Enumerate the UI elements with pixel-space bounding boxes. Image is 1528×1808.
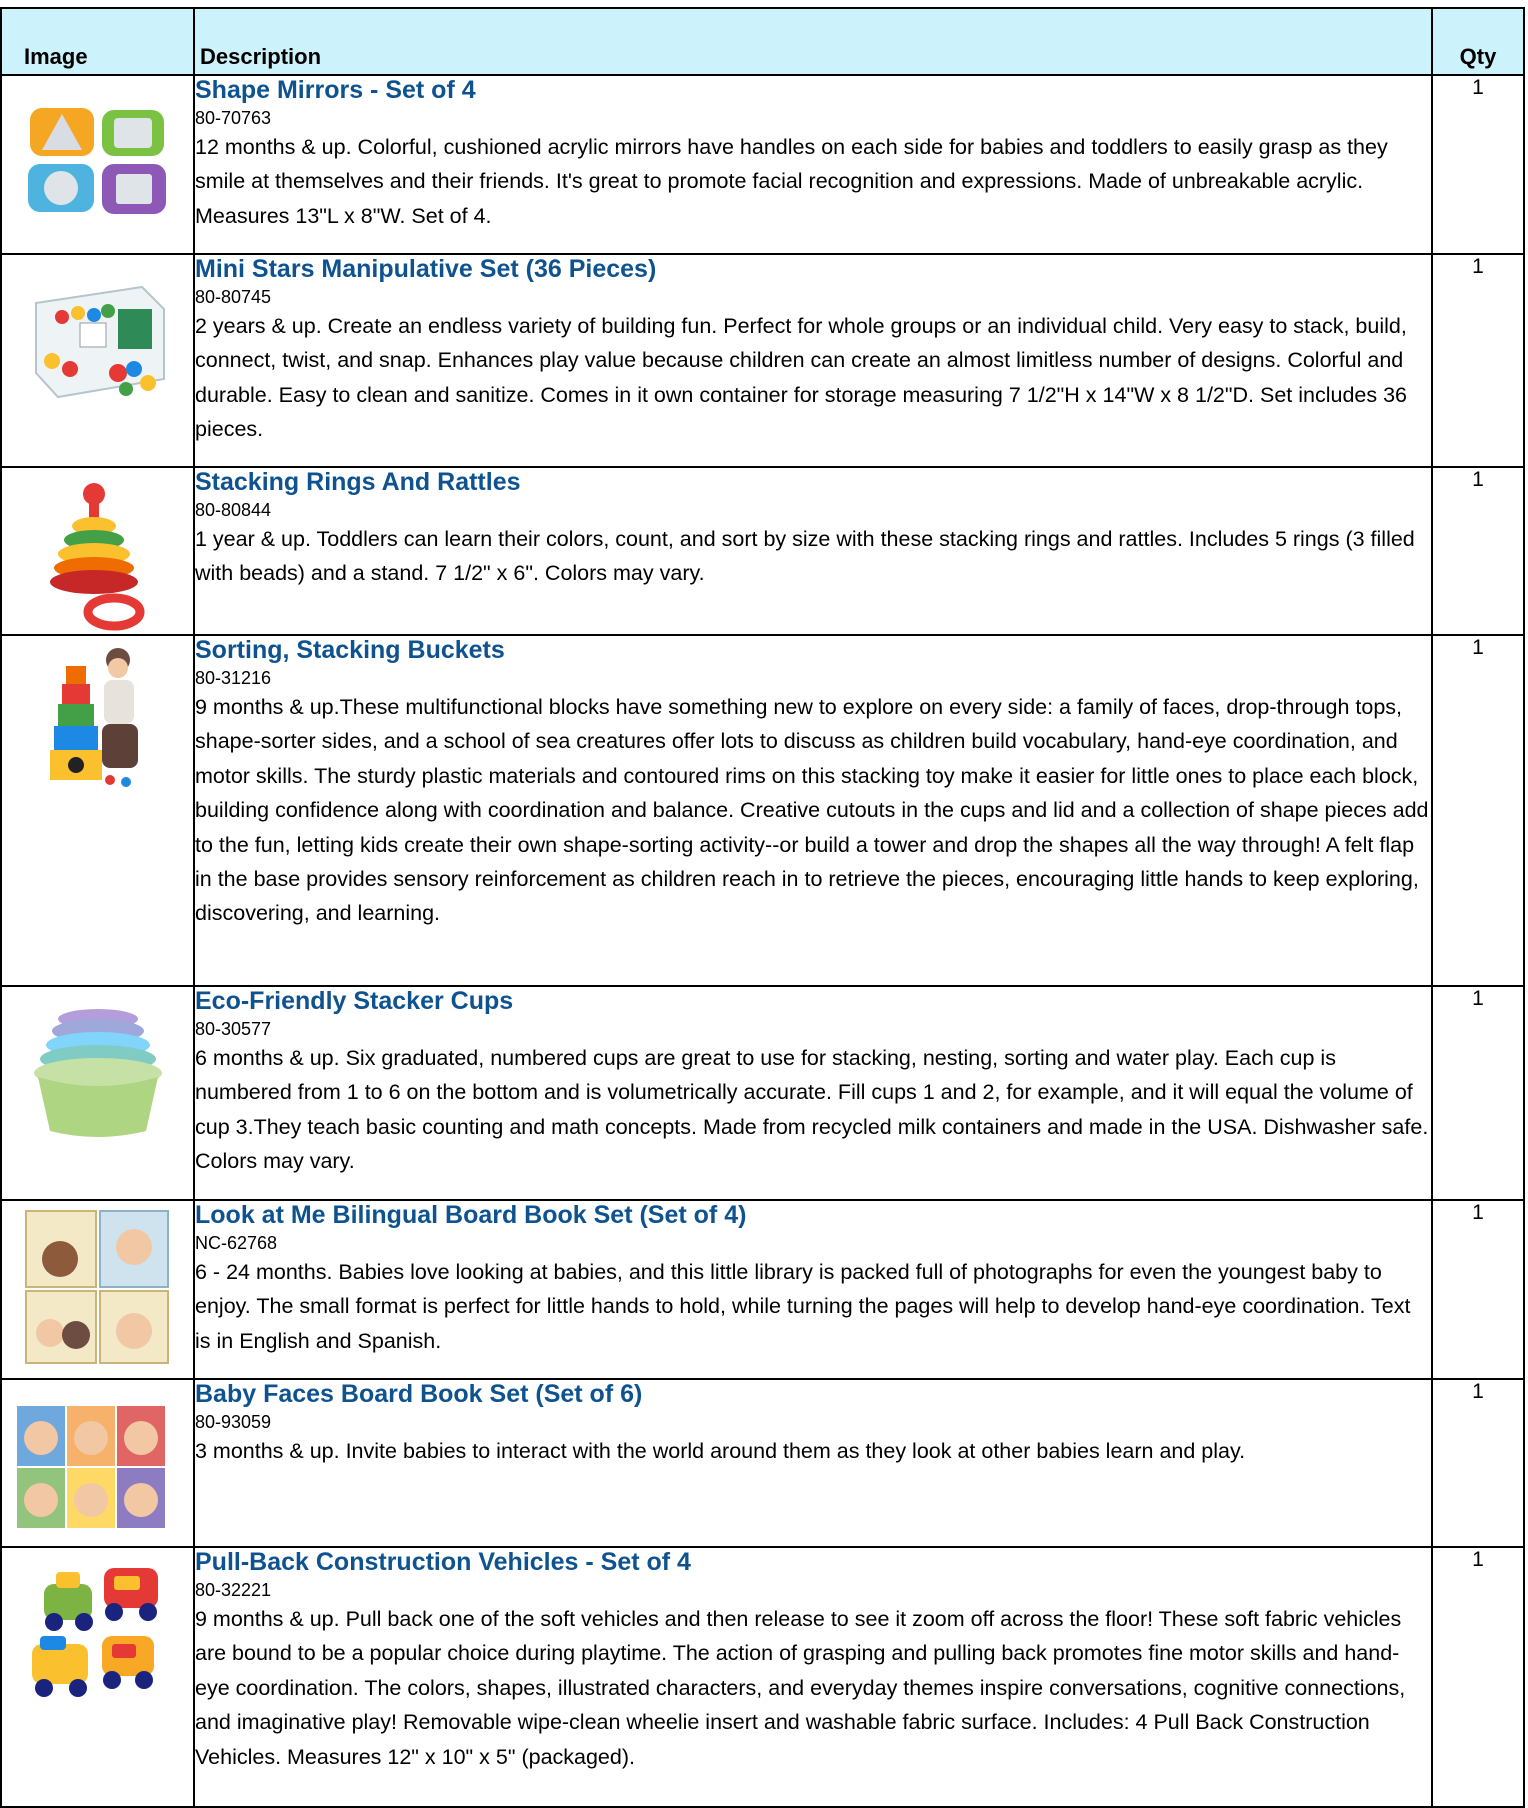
header-row — [1, 8, 1524, 75]
shape-mirrors-image — [22, 82, 172, 242]
product-title[interactable]: Pull-Back Construction Vehicles - Set of 4 — [195, 1548, 691, 1576]
stacking-rings-image — [22, 474, 172, 634]
product-title[interactable]: Sorting, Stacking Buckets — [195, 636, 505, 664]
product-description: 12 months & up. Colorful, cushioned acrylic mirrors have handles on each side for babies and toddlers to easily grasp as they smile at themselves and their friends. It's great to promote facial recognition and expressions. Made of unbreakable acrylic. Measures 13"L x 8"W. Set of 4. — [195, 135, 1388, 228]
product-image-cell — [1, 986, 194, 1200]
header-image: Image — [1, 8, 194, 75]
baby-faces-books-image — [2, 1386, 178, 1546]
product-title[interactable]: Stacking Rings And Rattles — [195, 468, 521, 496]
product-description-cell — [194, 635, 1432, 986]
product-image-cell — [1, 75, 194, 254]
product-description-cell — [194, 1379, 1432, 1547]
product-description: 1 year & up. Toddlers can learn their colors, count, and sort by size with these stacking rings and rattles. Includes 5 rings (3 filled with beads) and a stand. 7 1/2" x 6". Colors may vary. — [195, 527, 1415, 586]
mini-stars-image — [22, 261, 172, 421]
product-qty: 1 — [1432, 635, 1524, 986]
product-description: 2 years & up. Create an endless variety of building fun. Perfect for whole groups or an individual child. Very easy to stack, build, connect, twist, and snap. Enhances play value because children can create an almost limitless number of designs. Colorful and durable. Easy to clean and sanitize. Comes in it own container for storage measuring 7 1/2"H x 14"W x 8 1/2"D. Set includes 36 pieces. — [195, 314, 1407, 442]
product-image-cell — [1, 1200, 194, 1379]
table-row — [1, 254, 1524, 467]
product-qty: 1 — [1432, 1547, 1524, 1807]
product-title[interactable]: Look at Me Bilingual Board Book Set (Set of 4) — [195, 1201, 747, 1229]
product-sku: 80-80844 — [195, 500, 272, 520]
product-sku: 80-70763 — [195, 108, 272, 128]
product-qty: 1 — [1432, 986, 1524, 1200]
product-description-cell — [194, 1200, 1432, 1379]
product-table — [0, 7, 1525, 1808]
product-title[interactable]: Shape Mirrors - Set of 4 — [195, 76, 476, 104]
product-qty: 1 — [1432, 75, 1524, 254]
product-description: 3 months & up. Invite babies to interact with the world around them as they look at other babies learn and play. — [195, 1439, 1246, 1463]
product-qty: 1 — [1432, 254, 1524, 467]
product-description: 9 months & up. Pull back one of the soft vehicles and then release to see it zoom off across the floor! These soft fabric vehicles are bound to be a popular choice during playtime. The action of grasping and pulling back promotes fine motor skills and hand-eye coordination. The colors, shapes, illustrated characters, and everyday themes inspire conversations, cognitive connections, and imaginative play! Removable wipe-clean wheelie insert and washable fabric surface. Includes: 4 Pull Back Construction Vehicles. Measures 12" x 10" x 5" (packaged). — [195, 1607, 1406, 1769]
table-row — [1, 467, 1524, 635]
product-image-cell — [1, 1379, 194, 1547]
product-image-cell — [1, 635, 194, 986]
header-qty: Qty — [1432, 8, 1524, 75]
product-qty: 1 — [1432, 1200, 1524, 1379]
product-sku: 80-32221 — [195, 1580, 272, 1600]
table-row — [1, 1200, 1524, 1379]
product-description-cell — [194, 1547, 1432, 1807]
product-sku: 80-30577 — [195, 1019, 272, 1039]
stacker-cups-image — [22, 993, 172, 1153]
product-qty: 1 — [1432, 467, 1524, 635]
product-description-cell — [194, 467, 1432, 635]
product-sku: NC-62768 — [195, 1233, 278, 1253]
table-row — [1, 1379, 1524, 1547]
product-description-cell — [194, 75, 1432, 254]
product-image-cell — [1, 254, 194, 467]
header-description: Description — [194, 8, 1432, 75]
construction-vehicles-image — [22, 1554, 172, 1714]
product-sku: 80-31216 — [195, 668, 272, 688]
product-title[interactable]: Baby Faces Board Book Set (Set of 6) — [195, 1380, 643, 1408]
table-row — [1, 986, 1524, 1200]
product-title[interactable]: Mini Stars Manipulative Set (36 Pieces) — [195, 255, 657, 283]
product-sku: 80-80745 — [195, 287, 272, 307]
product-description: 9 months & up.These multifunctional blocks have something new to explore on every side: a family of faces, drop-through tops, shape-sorter sides, and a school of sea creatures offer lots to discuss as children build vocabulary, hand-eye coordination, and motor skills. The sturdy plastic materials and contoured rims on this stacking toy make it easier for little ones to place each block, building confidence along with coordination and balance. Creative cutouts in the cups and lid and a collection of shape pieces add to the fun, letting kids create their own shape-sorting activity--or build a tower and drop the shapes all the way through! A felt flap in the base provides sensory reinforcement as children reach in to retrieve the pieces, encouraging little hands to keep exploring, discovering, and learning. — [195, 695, 1429, 926]
product-image-cell — [1, 467, 194, 635]
product-description-cell — [194, 254, 1432, 467]
bilingual-books-image — [22, 1207, 172, 1367]
product-description-cell — [194, 986, 1432, 1200]
product-image-cell — [1, 1547, 194, 1807]
product-title[interactable]: Eco-Friendly Stacker Cups — [195, 987, 514, 1015]
product-qty: 1 — [1432, 1379, 1524, 1547]
table-row — [1, 1547, 1524, 1807]
stacking-buckets-image — [22, 642, 172, 802]
table-row — [1, 75, 1524, 254]
product-description: 6 - 24 months. Babies love looking at babies, and this little library is packed full of photographs for even the youngest baby to enjoy. The small format is perfect for little hands to hold, while turning the pages will help to develop hand-eye coordination. Text is in English and Spanish. — [195, 1260, 1411, 1353]
table-row — [1, 635, 1524, 986]
product-description: 6 months & up. Six graduated, numbered cups are great to use for stacking, nesting, sorting and water play. Each cup is numbered from 1 to 6 on the bottom and is volumetrically accurate. Fill cups 1 and 2, for example, and it will equal the volume of cup 3.They teach basic counting and math concepts. Made from recycled milk containers and made in the USA. Dishwasher safe. Colors may vary. — [195, 1046, 1429, 1174]
product-sku: 80-93059 — [195, 1412, 272, 1432]
